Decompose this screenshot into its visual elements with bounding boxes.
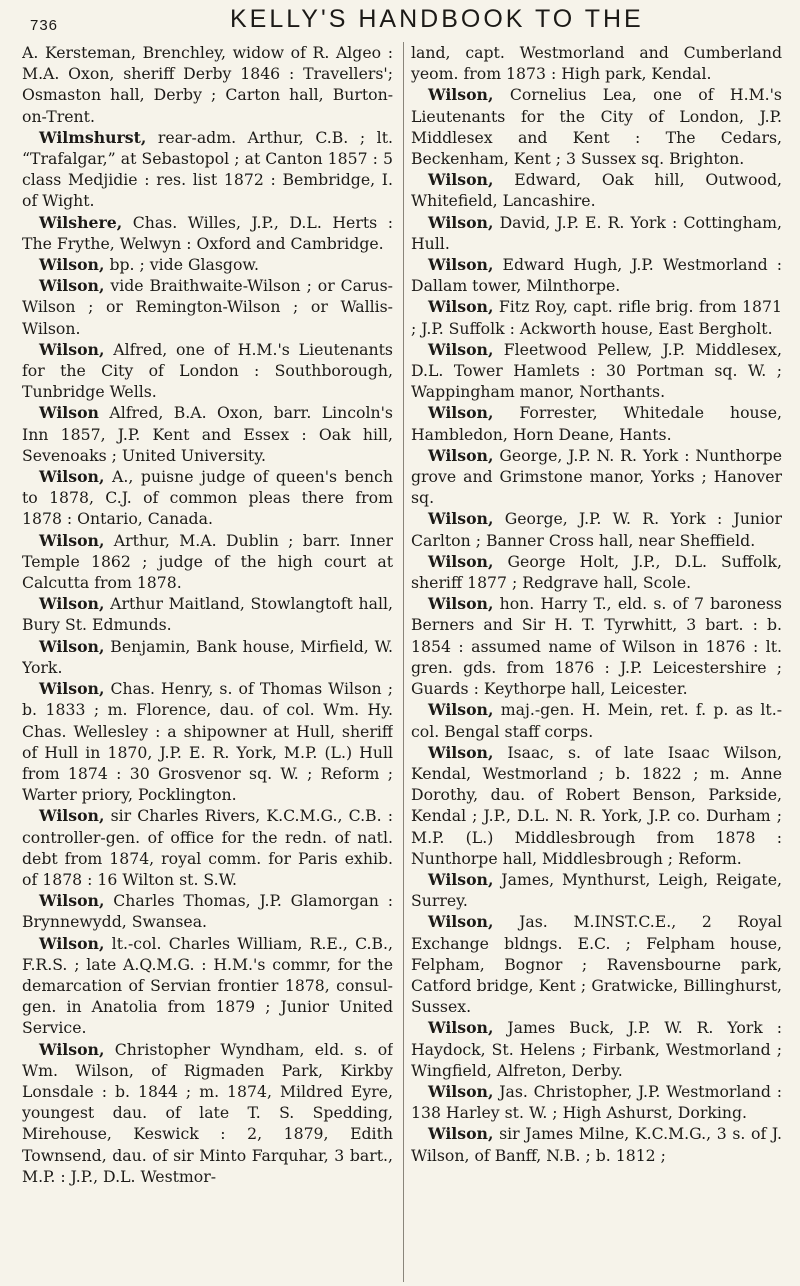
directory-entry: [411, 551, 782, 593]
entry-text: A., puisne judge of queen's bench to 1878, C.J. of common pleas there from 1878 : Ontario, Canada.: [22, 467, 393, 529]
directory-entry: [22, 42, 393, 127]
entry-name: Wilshere,: [39, 212, 123, 232]
entry-name: Wilson,: [428, 170, 494, 190]
entry-text: hon. Harry T., eld. s. of 7 baroness Berners and Sir H. T. Tyrwhitt, 3 bart. : b. 1854 : assumed name of Wilson in 1876 : lt. gren. gds. from 1876 : J.P. Leicestershire ; Guards : Keythorpe hall, Leicester.: [411, 594, 782, 699]
directory-entry: [22, 593, 393, 635]
entry-name: Wilson,: [428, 700, 494, 720]
directory-entry: [411, 84, 782, 169]
directory-entry: [22, 212, 393, 254]
entry-text: Isaac, s. of late Isaac Wilson, Kendal, Westmorland ; b. 1822 ; m. Anne Dorothy, dau. of Robert Benson, Parkside, Kendal ; J.P., D.L. N. R. York, J.P. co. Durham ; M.P. (L.) Middlesbrough from 1878 : Nunthorpe hall, Middlesbrough ; Reform.: [411, 742, 782, 868]
entry-name: Wilson,: [39, 339, 105, 359]
right-column: [403, 42, 782, 1282]
directory-entry: [411, 212, 782, 254]
entry-text: Forrester, Whitedale house, Hambledon, Horn Deane, Hants.: [411, 403, 782, 444]
entry-text: George Holt, J.P., D.L. Suffolk, sheriff 1877 ; Redgrave hall, Scole.: [411, 551, 782, 593]
directory-entry: [22, 530, 393, 594]
entry-text: maj.-gen. H. Mein, ret. f. p. as lt.-col. Bengal staff corps.: [411, 700, 782, 741]
directory-entry: [411, 508, 782, 550]
entry-text: George, J.P. N. R. York : Nunthorpe grove and Grimstone manor, Yorks ; Hanover sq.: [411, 445, 782, 508]
directory-entry: [411, 296, 782, 338]
directory-entry: [411, 169, 782, 211]
directory-entry: [22, 127, 393, 212]
entry-name: Wilson,: [428, 1018, 494, 1038]
entry-text: Alfred, B.A. Oxon, barr. Lincoln's Inn 1857, J.P. Kent and Essex : Oak hill, Sevenoaks ; United University.: [22, 403, 393, 465]
entry-text: Fleetwood Pellew, J.P. Middlesex, D.L. Tower Hamlets : 30 Portman sq. W. ; Wappingham manor, Northants.: [411, 339, 782, 402]
entry-name: Wilson,: [428, 869, 494, 889]
entry-text: George, J.P. W. R. York : Junior Carlton ; Banner Cross hall, near Sheffield.: [411, 509, 782, 550]
entry-name: Wilson,: [428, 912, 494, 932]
directory-entry: [22, 890, 393, 932]
directory-entry: [22, 805, 393, 890]
directory-entry: [22, 275, 393, 339]
directory-entry: [22, 254, 393, 275]
entry-text: Edward Hugh, J.P. Westmorland : Dallam tower, Milnthorpe.: [411, 255, 782, 296]
entry-name: Wilson,: [39, 933, 105, 953]
entry-text: Fitz Roy, capt. rifle brig. from 1871 ; J.P. Suffolk : Ackworth house, East Bergholt.: [411, 297, 782, 338]
entry-name: Wilson,: [428, 297, 494, 317]
directory-entry: [22, 678, 393, 805]
directory-entry: [22, 1039, 393, 1187]
entry-name: Wilson,: [428, 339, 494, 359]
entry-text: Jas. M.INST.C.E., 2 Royal Exchange bldngs. E.C. ; Felpham house, Felpham, Bognor ; Ravensbourne park, Catford bridge, Kent ; Gratwicke, Billinghurst, Sussex.: [411, 912, 782, 1017]
entry-name: Wilson,: [428, 445, 494, 465]
entry-name: Wilson,: [428, 509, 494, 529]
entry-name: Wilson,: [428, 255, 494, 275]
directory-entry: [22, 339, 393, 403]
entry-name: Wilson,: [39, 806, 105, 826]
entry-text: Benjamin, Bank house, Mirfield, W. York.: [22, 636, 393, 677]
page-number: 736: [30, 17, 59, 34]
entry-text: bp. ; vide Glasgow.: [109, 255, 259, 275]
directory-entry: [411, 339, 782, 403]
entry-text: Christopher Wyndham, eld. s. of Wm. Wilson, of Rigmaden Park, Kirkby Lonsdale : b. 1844 ; m. 1874, Mildred Eyre, youngest dau. of late T. S. Spedding, Mirehouse, Keswick : 2, 1879, Edith Townsend, dau. of sir Minto Farquhar, 3 bart., M.P. : J.P., D.L. Westmor-: [22, 1039, 393, 1186]
directory-entry: [411, 742, 782, 869]
left-column: [22, 42, 393, 1282]
entry-text: James, Mynthurst, Leigh, Reigate, Surrey.: [411, 869, 782, 911]
directory-entry: [411, 1123, 782, 1165]
running-head: KELLY'S HANDBOOK TO THE: [230, 5, 644, 33]
directory-entry: [411, 699, 782, 741]
directory-entry: [411, 402, 782, 444]
entry-name: Wilmshurst,: [39, 127, 147, 147]
page-header: [30, 0, 770, 34]
directory-entry: [22, 636, 393, 678]
directory-entry: [411, 445, 782, 509]
directory-entry: [22, 402, 393, 466]
entry-name: Wilson,: [39, 891, 105, 911]
entry-name: Wilson,: [428, 212, 494, 232]
directory-entry: [411, 911, 782, 1017]
entry-name: Wilson,: [39, 636, 105, 656]
entry-text: A. Kersteman, Brenchley, widow of R. Algeo : M.A. Oxon, sheriff Derby 1846 : Travellers'; Osmaston hall, Derby ; Carton hall, Burton-on-Trent.: [22, 43, 393, 126]
directory-entry: [411, 42, 782, 84]
text-columns: [22, 42, 782, 1282]
entry-name: Wilson,: [39, 276, 105, 296]
entry-name: Wilson,: [428, 1081, 494, 1101]
entry-name: Wilson,: [428, 85, 494, 105]
entry-text: Alfred, one of H.M.'s Lieutenants for the City of London : Southborough, Tunbridge Wells.: [22, 339, 393, 402]
entry-text: Edward, Oak hill, Outwood, Whitefield, Lancashire.: [411, 170, 782, 211]
entry-name: Wilson,: [428, 403, 494, 423]
entry-text: sir James Milne, K.C.M.G., 3 s. of J. Wilson, of Banff, N.B. ; b. 1812 ;: [411, 1124, 782, 1165]
directory-entry: [22, 466, 393, 530]
directory-entry: [411, 869, 782, 911]
entry-name: Wilson,: [428, 742, 494, 762]
entry-text: Jas. Christopher, J.P. Westmorland : 138 Harley st. W. ; High Ashurst, Dorking.: [411, 1081, 782, 1123]
directory-entry: [411, 1081, 782, 1123]
entry-text: Charles Thomas, J.P. Glamorgan : Brynnewydd, Swansea.: [22, 891, 393, 932]
directory-entry: [411, 254, 782, 296]
entry-text: Chas. Willes, J.P., D.L. Herts : The Frythe, Welwyn : Oxford and Cambridge.: [22, 212, 393, 253]
entry-text: Cornelius Lea, one of H.M.'s Lieutenants for the City of London, J.P. Middlesex and Kent : The Cedars, Beckenham, Kent ; 3 Sussex sq. Brighton.: [411, 85, 782, 169]
entry-text: sir Charles Rivers, K.C.M.G., C.B. : controller-gen. of office for the redn. of natl. debt from 1874, royal comm. for Paris exhib. of 1878 : 16 Wilton st. S.W.: [22, 806, 393, 889]
entry-name: Wilson,: [39, 594, 105, 614]
directory-entry: [411, 593, 782, 699]
entry-text: land, capt. Westmorland and Cumberland yeom. from 1873 : High park, Kendal.: [411, 43, 782, 84]
entry-text: rear-adm. Arthur, C.B. ; lt. “Trafalgar,” at Sebastopol ; at Canton 1857 : 5 class Medjidie : res. list 1872 : Bembridge, I. of Wight.: [22, 127, 393, 211]
entry-text: vide Braithwaite-Wilson ; or Carus-Wilson ; or Remington-Wilson ; or Wallis-Wilson.: [22, 276, 393, 338]
entry-text: Chas. Henry, s. of Thomas Wilson ; b. 1833 ; m. Florence, dau. of col. Wm. Hy. Chas. Wellesley : a shipowner at Hull, sheriff of Hull in 1870, J.P. E. R. York, M.P. (L.) Hull from 1874 : 30 Grosvenor sq. W. ; Reform ; Warter priory, Pocklington.: [22, 679, 393, 805]
directory-entry: [22, 933, 393, 1039]
entry-name: Wilson,: [428, 594, 494, 614]
directory-entry: [411, 1017, 782, 1081]
entry-name: Wilson: [39, 403, 99, 423]
entry-text: Arthur Maitland, Stowlangtoft hall, Bury St. Edmunds.: [22, 594, 393, 635]
entry-name: Wilson,: [39, 679, 105, 699]
entry-text: Arthur, M.A. Dublin ; barr. Inner Temple 1862 ; judge of the high court at Calcutta from 1878.: [22, 530, 393, 593]
entry-name: Wilson,: [39, 467, 105, 487]
entry-text: lt.-col. Charles William, R.E., C.B., F.R.S. ; late A.Q.M.G. : H.M.'s commr, for the demarcation of Servian frontier 1878, consul-gen. in Anatolia from 1879 ; Junior United Service.: [22, 933, 393, 1038]
entry-name: Wilson,: [428, 1124, 494, 1144]
entry-name: Wilson,: [428, 551, 494, 571]
entry-text: David, J.P. E. R. York : Cottingham, Hull.: [411, 212, 782, 253]
entry-name: Wilson,: [39, 530, 105, 550]
entry-name: Wilson,: [39, 1039, 105, 1059]
entry-text: James Buck, J.P. W. R. York : Haydock, St. Helens ; Firbank, Westmorland ; Wingfield, Alfreton, Derby.: [411, 1018, 782, 1080]
entry-name: Wilson,: [39, 255, 105, 275]
